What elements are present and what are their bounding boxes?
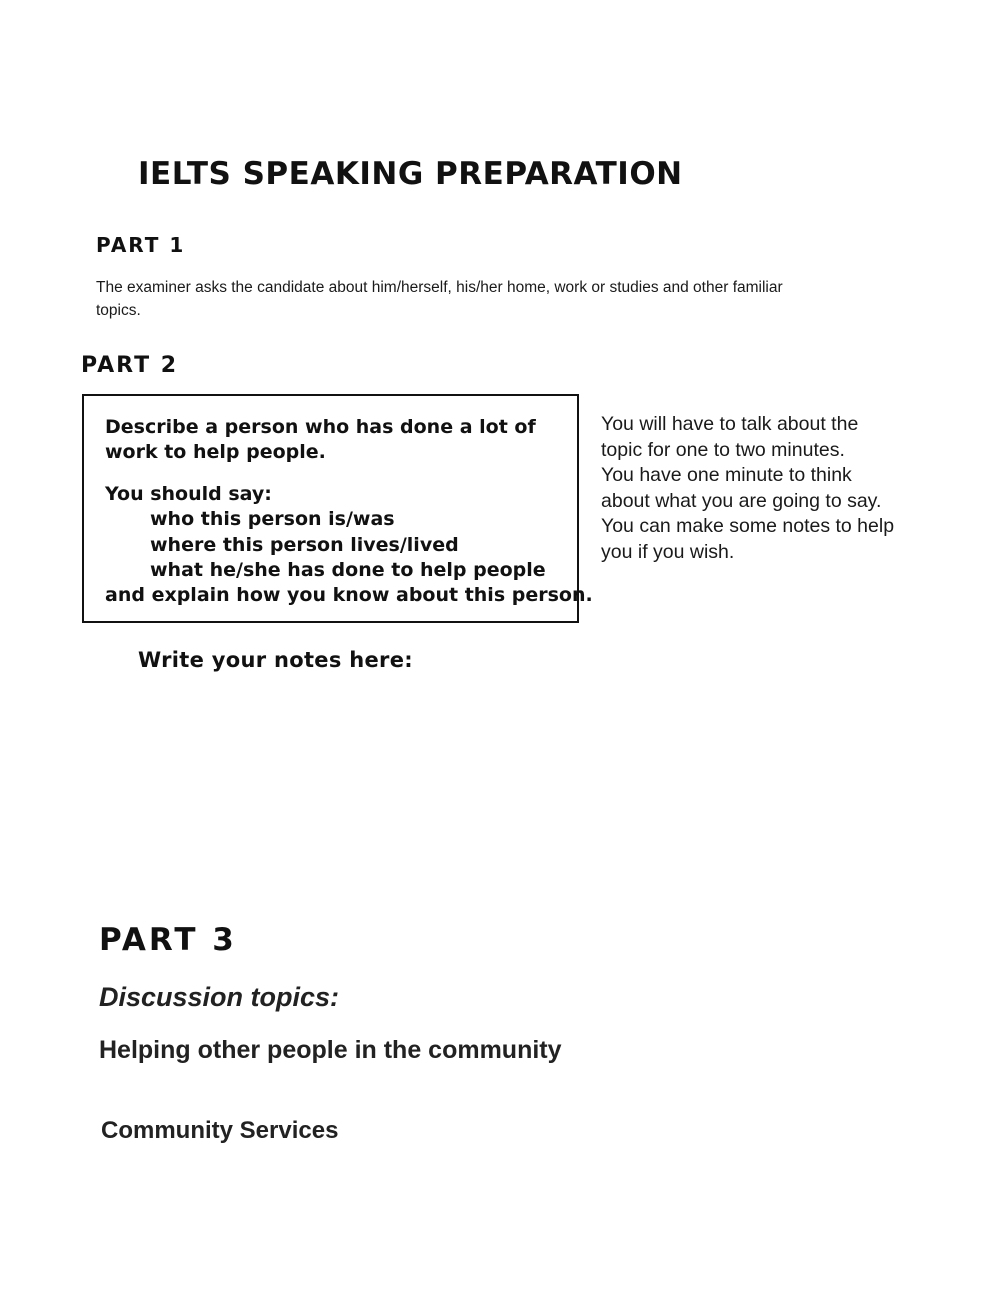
- part-2-heading: PART 2: [81, 353, 179, 378]
- cue-card-should-say: You should say:: [105, 483, 272, 505]
- cue-card-point: what he/she has done to help people: [150, 559, 546, 581]
- cue-card-explain: and explain how you know about this person.: [105, 584, 593, 606]
- cue-card-point: where this person lives/lived: [150, 534, 459, 556]
- notes-prompt: Write your notes here:: [138, 648, 413, 672]
- notes-writing-area[interactable]: [96, 690, 896, 900]
- cue-card-point: who this person is/was: [150, 508, 395, 530]
- part-2-instructions: [601, 412, 901, 565]
- part-1-heading: PART 1: [96, 233, 186, 257]
- cue-card-prompt: Describe a person who has done a lot of work to help people.: [105, 416, 536, 463]
- cue-card: [82, 394, 593, 623]
- instruction-line: You have one minute to think about what you are going to say.: [601, 464, 882, 512]
- discussion-topic: Community Services: [101, 1117, 339, 1144]
- part-3-heading: PART 3: [99, 922, 237, 958]
- part-1-description: The examiner asks the candidate about him/herself, his/her home, work or studies and other familiar topics.: [96, 279, 783, 319]
- discussion-topics-heading: Discussion topics:: [99, 982, 340, 1012]
- instruction-line: You will have to talk about the topic for one to two minutes.: [601, 413, 859, 461]
- page-title: IELTS SPEAKING PREPARATION: [138, 156, 683, 192]
- discussion-topic: Helping other people in the community: [99, 1036, 562, 1064]
- instruction-line: You can make some notes to help you if you wish.: [601, 515, 895, 563]
